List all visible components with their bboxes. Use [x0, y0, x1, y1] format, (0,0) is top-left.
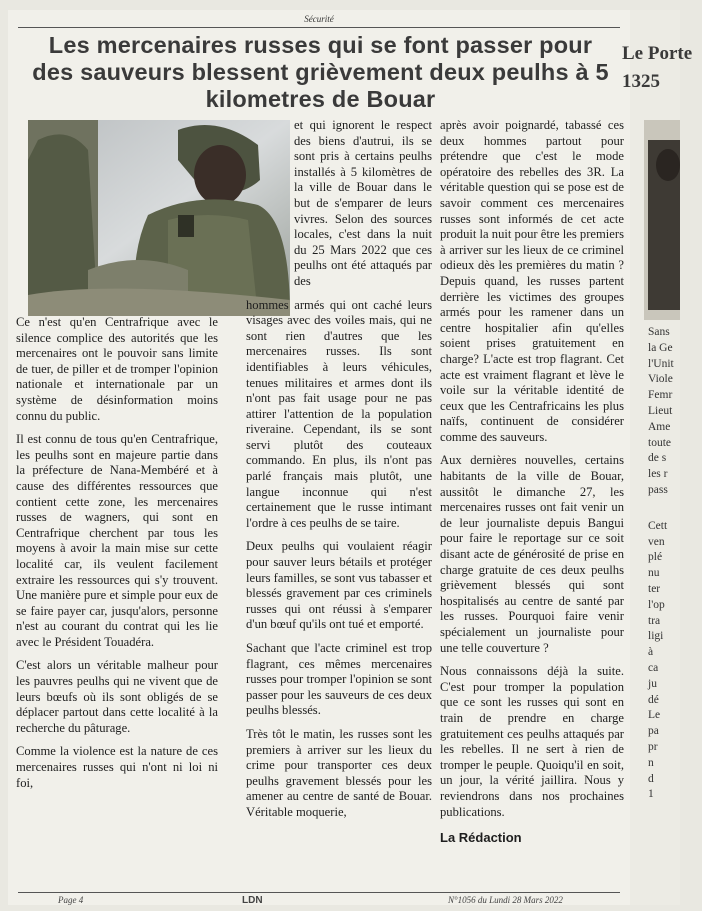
adjacent-text-line: ju	[648, 677, 657, 690]
adjacent-photo	[644, 120, 680, 320]
adjacent-text-line	[648, 499, 688, 519]
page-number: Page 4	[58, 895, 84, 905]
article-column-3	[440, 118, 624, 893]
adjacent-text-line: Femr	[648, 389, 673, 402]
adjacent-text-line: ligi	[648, 630, 664, 643]
paragraph: Très tôt le matin, les russes sont les premiers à arriver sur les lieux du crime pour transporter ces deux peulhs gravement blessés pour les amener au centre de santé de Bouar. Véritable moquerie,	[246, 726, 432, 819]
paragraph: C'est alors un véritable malheur pour les pauvres peulhs qui ne vivent que de leurs bœufs où ils sont obligés de se déplacer partout dans cette localité à la recherche du pâturage.	[16, 658, 218, 735]
footer-divider	[18, 892, 620, 893]
paragraph: Comme la violence est la nature de ces mercenaires russes qui n'ont ni loi ni foi,	[16, 744, 218, 790]
adjacent-text	[648, 325, 688, 803]
adjacent-headline: Le Porte 1325	[622, 43, 693, 92]
adjacent-text-line: ven	[648, 535, 665, 548]
adjacent-text-line: pa	[648, 725, 659, 738]
adjacent-text-line: pr	[648, 740, 658, 753]
adjacent-text-line: 1	[648, 788, 654, 801]
publication-name: LDN	[242, 895, 263, 906]
adjacent-text-line: Le	[648, 709, 661, 722]
paragraph: après avoir poignardé, tabassé ces deux hommes partout pour prétendre que c'est le mode opératoire des rebelles des 3R. La véritable question qui se pose est de savoir comment ces mercenaires russes sont informés de cet acte produit la nuit pour être les premiers à arriver sur les lieux de ce criminel odieux dès les premières du matin ? Depuis quand, les russes partent derrière les victimes des groupes armés pour les ramener dans un centre hospitalier afin qu'elles soient prises gratuitement en charge? L'acte est trop flagrant. Cet acte est vraiment flagrant et lève le voile sur la véritable identité de ceux que les Centrafricains les plus naïfs, continuent de considérer comme des sauveurs.	[440, 118, 624, 444]
article-column-1	[16, 315, 218, 893]
adjacent-text-line: dé	[648, 693, 659, 706]
adjacent-text-line: plé	[648, 551, 663, 564]
article-column-2	[246, 118, 432, 893]
adjacent-text-line: d	[648, 772, 654, 785]
issue-date: N°1056 du Lundi 28 Mars 2022	[448, 895, 563, 905]
adjacent-text-line: pass	[648, 483, 668, 496]
paragraph: Aux dernières nouvelles, certains habitants de la ville de Bouar, aussitôt le dimanche 27, les mercenaires russes ont fait venir un de leur journaliste depuis Bangui pour faire le reportage sur ce soit disant acte de générosité de prise en charge gratuite de ces deux peulhs grièvement blessés qui sont hospitalisés au centre de santé par les russes. Pourquoi faire venir spécialement un journaliste pour une telle couverture ?	[440, 453, 624, 655]
adjacent-text-line: l'Unit	[648, 357, 674, 370]
adjacent-text-line: ter	[648, 582, 661, 595]
article-signature: La Rédaction	[440, 830, 522, 846]
adjacent-text-line: l'op	[648, 598, 665, 611]
paragraph: Sachant que l'acte criminel est trop flagrant, ces mêmes mercenaires russes pour tromper l'opinion se sont passer pour les sauveurs de ces deux peulhs blessés.	[246, 641, 432, 718]
article-headline: Les mercenaires russes qui se font passer pour des sauveurs blessent grièvement deux peulhs à 5 kilometres de Bouar	[32, 32, 609, 112]
adjacent-page-fragment	[622, 10, 693, 905]
section-rubric: Sécurité	[304, 14, 334, 24]
adjacent-text-line: Lieut	[648, 404, 673, 417]
adjacent-text-line: la Ge	[648, 341, 673, 354]
rubric-divider	[18, 27, 620, 28]
adjacent-text-line: Sans	[648, 326, 670, 338]
paragraph: hommes armés qui ont caché leurs visages avec des voiles mais, qui ne sont rien d'autres que les mercenaires russes. Ils sont identifiables à leurs véhicules, tenues militaires et armes dont ils n'ont pas fait usage pour ne pas attirer l'attention de la population riveraine. Cependant, ils se sont servi plutôt des couteaux commando. En plus, ils n'ont pas parlé français mais plutôt, une langue inconnue qui n'est certainement que le russe intimant l'ordre à ces peulhs de se taire.	[246, 297, 432, 530]
adjacent-text-line: Viole	[648, 373, 673, 386]
paragraph: Nous connaissons déjà la suite. C'est pour tromper la population que ce sont les russes qui sont en train de prendre en charge gratuitement ces peulhs attaqués par les rebelles. Il ne sert à rien de tromper le peuple. Quoiqu'il en soit, un jour, la vérité jaillira. Nous y reviendrons dans nos prochaines publications.	[440, 664, 624, 819]
adjacent-text-line: à	[648, 646, 654, 659]
adjacent-text-line: toute	[648, 436, 671, 449]
newspaper-page	[8, 10, 631, 905]
adjacent-text-line: les r	[648, 468, 668, 481]
adjacent-text-line: Ame	[648, 420, 671, 433]
adjacent-text-line: nu	[648, 567, 660, 580]
adjacent-text-line: de s	[648, 452, 667, 465]
adjacent-text-line: Cett	[648, 519, 668, 532]
paragraph: Il est connu de tous qu'en Centrafrique, les peulhs sont en majeure partie dans la préfecture de Nana-Membéré et à cause des différentes ressources que contient cette zone, les mercenaires russes de wagners, qui sont en Centrafrique cherchent par tous les moyens à avoir la main mise sur cette localité car, ils veulent facilement extraire les ressources qui s'y trouvent. Une manière pure et simple pour eux de se faire payer car, jusqu'alors, personne n'est au courant du contrat qui les lie avec le Président Touadéra.	[16, 432, 218, 649]
adjacent-text-line: tra	[648, 614, 661, 627]
paragraph: et qui ignorent le respect des biens d'autrui, ils se sont pris à certains peulhs installés à 5 kilomètres de la ville de Bouar dans le but de s'emparer de leurs vivres. Selon des sources locales, c'est dans la nuit du 25 Mars 2022 que ces peulhs ont été attaqués par des	[294, 118, 432, 288]
adjacent-text-line: ca	[648, 661, 659, 674]
paragraph: Deux peulhs qui voulaient réagir pour sauver leurs bétails et protéger leurs familles, se sont vus tabasser et blessés gravement par ces criminels russes qui ont réussi à s'emparer d'un bœuf qu'ils ont tué et emporté.	[246, 539, 432, 632]
adjacent-text-line: n	[648, 756, 654, 769]
paragraph: Ce n'est qu'en Centrafrique avec le silence complice des autorités que les mercenaires ont le pouvoir sans limite de tuer, de piller et de tromper l'opinion nationale et internationale par un système de désinformation moins connu du public.	[16, 315, 218, 423]
